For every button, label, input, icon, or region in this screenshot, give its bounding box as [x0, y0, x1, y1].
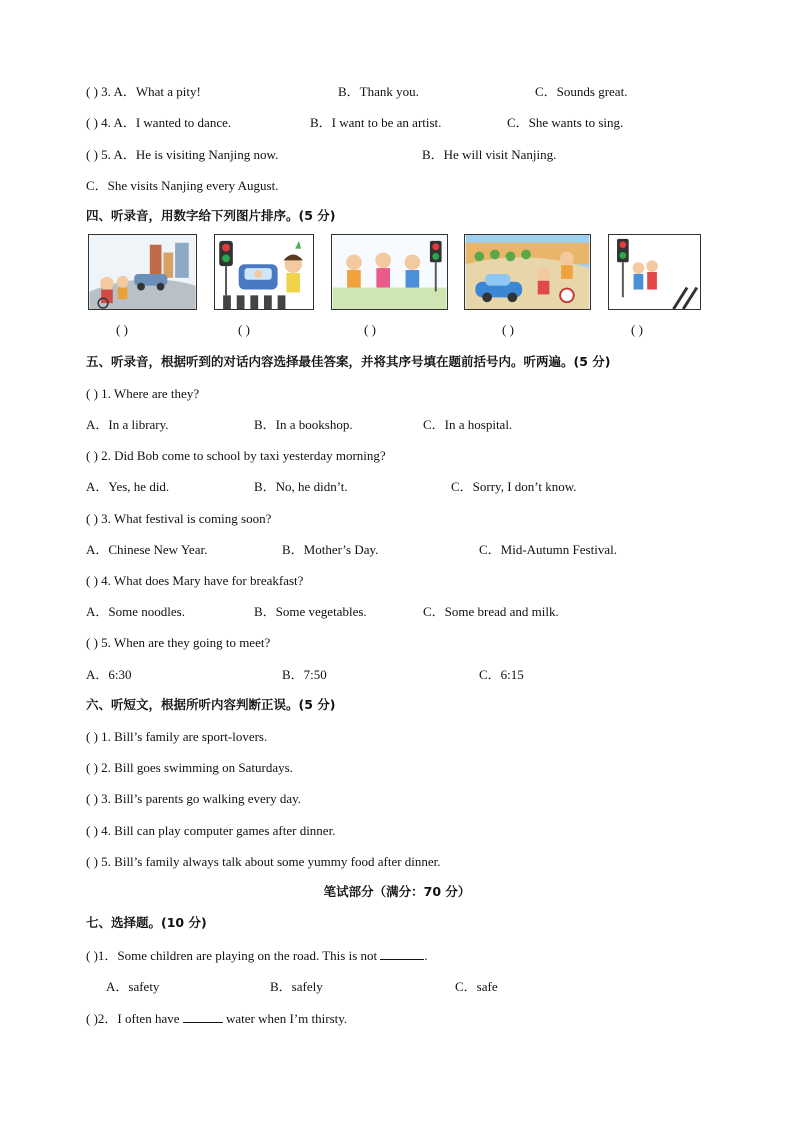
picture-5-answer-paren[interactable]: ( ) — [631, 322, 643, 337]
picture-3-answer-paren[interactable]: ( ) — [364, 322, 376, 337]
sec5-q3: ( ) 3. What festival is coming soon? — [86, 511, 272, 526]
picture-1-answer-paren[interactable]: ( ) — [116, 322, 128, 337]
sec5-q5-option-a: A．6:30 — [86, 667, 132, 682]
sec7-q2: ( )2．I often have water when I’m thirsty. — [86, 1011, 348, 1026]
sec3-q3-option-c: C．Sounds great. — [535, 84, 628, 99]
sec5-q5-option-c: C．6:15 — [479, 667, 524, 682]
sec5-q4-option-a: A．Some noodles. — [86, 604, 185, 619]
sec5-q2-option-a: A．Yes, he did. — [86, 479, 170, 494]
picture-4 — [464, 234, 591, 310]
sec4-heading: 四、听录音，用数字给下列图片排序。(5 分) — [86, 208, 336, 223]
sec5-heading: 五、听录音，根据听到的对话内容选择最佳答案，并将其序号填在题前括号内。听两遍。(5 分) — [86, 354, 611, 369]
sec6-item-2: ( ) 2. Bill goes swimming on Saturdays. — [86, 760, 293, 775]
sec5-q2: ( ) 2. Did Bob come to school by taxi yesterday morning? — [86, 448, 386, 463]
picture-4-answer-paren[interactable]: ( ) — [502, 322, 514, 337]
sec7-heading: 七、选择题。(10 分) — [86, 915, 207, 930]
sec7-q1: ( )1．Some children are playing on the road. This is not . — [86, 948, 428, 963]
sec6-item-4: ( ) 4. Bill can play computer games after dinner. — [86, 823, 336, 838]
sec5-q2-option-b: B．No, he didn’t. — [254, 479, 348, 494]
sec3-q3-option-b: B．Thank you. — [338, 84, 419, 99]
sec3-q5: ( ) 5. A．He is visiting Nanjing now. — [86, 147, 279, 162]
sec5-q1-option-c: C．In a hospital. — [423, 417, 513, 432]
sec5-q3-option-b: B．Mother’s Day. — [282, 542, 379, 557]
sec5-q1: ( ) 1. Where are they? — [86, 386, 200, 401]
sec3-q5-option-b: B．He will visit Nanjing. — [422, 147, 557, 162]
sec7-q1-option-a: A．safety — [106, 979, 160, 994]
sec5-q4-option-c: C．Some bread and milk. — [423, 604, 559, 619]
sec5-q5-option-b: B．7:50 — [282, 667, 327, 682]
picture-2-answer-paren[interactable]: ( ) — [238, 322, 250, 337]
sec5-q5: ( ) 5. When are they going to meet? — [86, 635, 271, 650]
sec5-q2-option-c: C．Sorry, I don’t know. — [451, 479, 577, 494]
sec7-q1-option-b: B．safely — [270, 979, 323, 994]
sec3-q5-option-c: C．She visits Nanjing every August. — [86, 178, 279, 193]
sec5-q3-option-a: A．Chinese New Year. — [86, 542, 208, 557]
picture-1 — [88, 234, 197, 310]
children-playing-near-car-illustration — [465, 235, 590, 309]
sec3-q4-option-c: C．She wants to sing. — [507, 115, 624, 130]
sec6-item-3: ( ) 3. Bill’s parents go walking every day. — [86, 791, 302, 806]
sec7-q1-blank[interactable] — [380, 947, 424, 960]
sec7-q2-blank[interactable] — [183, 1010, 223, 1023]
sec3-q4-option-b: B．I want to be an artist. — [310, 115, 442, 130]
sec5-q4-option-b: B．Some vegetables. — [254, 604, 367, 619]
sec3-q3: ( ) 3. A．What a pity! — [86, 84, 201, 99]
sec5-q3-option-c: C．Mid-Autumn Festival. — [479, 542, 617, 557]
three-children-traffic-light-illustration — [332, 235, 447, 309]
sec5-q1-option-b: B．In a bookshop. — [254, 417, 353, 432]
written-part-title: 笔试部分（满分：70 分） — [323, 884, 471, 899]
sec6-item-1: ( ) 1. Bill’s family are sport-lovers. — [86, 729, 268, 744]
crosswalk-car-girl-illustration — [215, 235, 313, 309]
sec3-q4: ( ) 4. A．I wanted to dance. — [86, 115, 232, 130]
picture-2 — [214, 234, 314, 310]
sec6-heading: 六、听短文，根据所听内容判断正误。(5 分) — [86, 697, 336, 712]
sec5-q4: ( ) 4. What does Mary have for breakfast? — [86, 573, 304, 588]
sec6-item-5: ( ) 5. Bill’s family always talk about some yummy food after dinner. — [86, 854, 441, 869]
picture-5 — [608, 234, 701, 310]
sec7-q1-option-c: C．safe — [455, 979, 498, 994]
street-cyclists-illustration — [89, 235, 196, 309]
picture-3 — [331, 234, 448, 310]
two-children-at-crosswalk-illustration — [609, 235, 700, 309]
sec5-q1-option-a: A．In a library. — [86, 417, 169, 432]
